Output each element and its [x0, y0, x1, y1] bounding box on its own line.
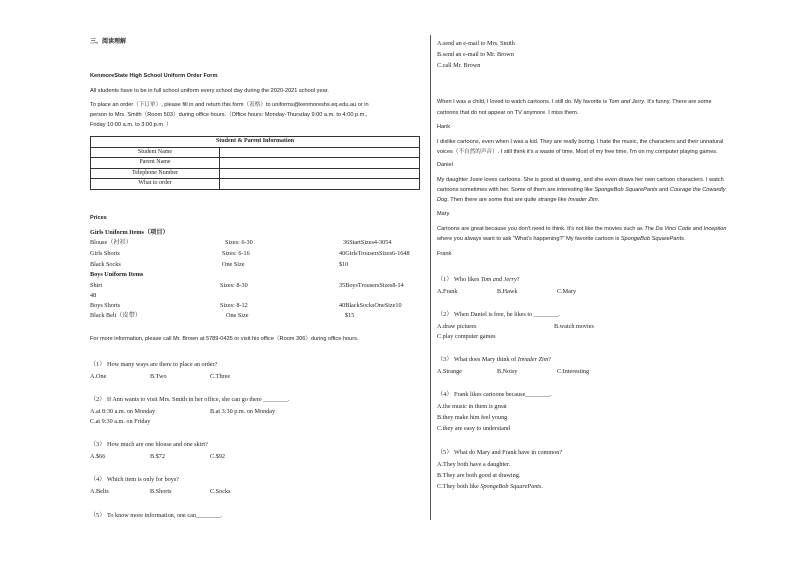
option[interactable]: C.play computer games — [437, 333, 496, 340]
girls-price: 36StartSizes4-3054 — [343, 239, 392, 246]
intro-line-1: All students have to be in full school uniform every school day during the 2020-2021 school year. — [90, 88, 329, 94]
girls-price: 40GirlsTrousersSizes6-1648 — [339, 250, 410, 257]
boys-item: Shirt — [90, 282, 103, 289]
option[interactable]: B.send an e-mail to Mr. Brown — [437, 51, 514, 58]
option[interactable]: C.Interesting — [557, 368, 590, 375]
table-header: Student & Parent Information — [91, 137, 420, 148]
question: （1） Who likes Tom and Jerry? — [437, 276, 520, 283]
boys-size: Sizes: 8-12 — [220, 302, 248, 309]
question: （2） If Ann wants to visit Mrs. Smith in her office, she can go there ________. — [90, 396, 290, 403]
option[interactable]: A.the music in them is great — [437, 403, 507, 410]
info-table — [90, 136, 420, 190]
table-cell-empty[interactable] — [220, 147, 420, 158]
girls-size: One Size — [222, 261, 245, 268]
option[interactable]: A.Strange — [437, 368, 462, 375]
question: （3） How much are one blouse and one skirt? — [90, 441, 208, 448]
question: （4） Frank likes cartoons because________. — [437, 391, 552, 398]
option[interactable]: A.send an e-mail to Mrs. Smith — [437, 40, 515, 47]
question: （5） What do Mary and Frank have in common? — [437, 449, 563, 456]
speaker-name: Frank — [437, 251, 452, 257]
question: （5） To know more information, one can________. — [90, 512, 223, 519]
boys-price: 35BoysTrousersSizes8-14 — [339, 282, 404, 289]
option[interactable]: B.watch movies — [554, 323, 594, 330]
option[interactable]: B.$72 — [150, 453, 165, 460]
girls-item: Blouse（衬衫） — [90, 239, 132, 246]
intro-line-2: To place an order（下订单）, please fill in and return this form（表格）to uniforms@kenmoreshs.eq.edu.au or in — [90, 102, 369, 108]
passage-line: I dislike cartoons, even when I was a kid. They are really boring. I hate the music, the characters and their unnatural — [437, 139, 724, 145]
speaker-name: Mary — [437, 211, 450, 217]
question: （1） How many ways are there to place an order? — [90, 361, 218, 368]
option[interactable]: C.Socks — [210, 488, 231, 495]
boys-item: Black Belt（皮带） — [90, 312, 142, 319]
boys-size: One Size — [226, 312, 249, 319]
intro-line-4: Friday 10:00 a.m. to 3:00 p.m. ） — [90, 122, 172, 128]
boys-heading: Boys Uniform Items — [90, 271, 144, 278]
table-cell-empty[interactable] — [220, 179, 420, 190]
option[interactable]: B.they make him feel young — [437, 414, 508, 421]
option[interactable]: C.at 9:30 a.m. on Friday — [90, 418, 151, 425]
more-info: For more information, please call Mr. Brown at 5789-0435 or visit his office（Room 306）during office hours. — [90, 336, 359, 342]
option[interactable]: C.$92 — [210, 453, 225, 460]
option[interactable]: A.at 8:30 a.m. on Monday — [90, 408, 156, 415]
option[interactable]: C.they are easy to understand — [437, 425, 511, 432]
table-row: What to order — [91, 179, 420, 190]
speaker-name: Hank — [437, 124, 451, 130]
girls-heading: Girls Uniform Items（项目） — [90, 229, 169, 236]
section-heading: 三、阅读理解 — [90, 39, 127, 45]
option[interactable]: A.Belts — [90, 488, 109, 495]
option[interactable]: B.at 3:30 p.m. on Monday — [210, 408, 276, 415]
boys-item: 48 — [90, 292, 97, 299]
option[interactable]: A.They both have a daughter. — [437, 461, 511, 468]
table-cell-empty[interactable] — [220, 168, 420, 179]
girls-size: Sizes: 6-30 — [225, 239, 253, 246]
form-title: KenmoreState High School Uniform Order Form — [90, 73, 218, 79]
option[interactable]: B.Hawk — [497, 288, 518, 295]
passage-line: Cartoons are great because you don't need to think. It's not like the movies such as The Da Vinci Code and Inception — [437, 226, 727, 232]
table-row: Student Name — [91, 147, 420, 158]
girls-size: Sizes: 6-16 — [222, 250, 250, 257]
passage-line: cartoons sometimes with her. Some of them are interesting like SpongeBob SquarePants and Courage the Cowardly — [437, 187, 726, 193]
question: （2） When Daniel is free, he likes to ________. — [437, 311, 561, 318]
prices-heading: Prices — [90, 215, 107, 221]
option[interactable]: A.Frank — [437, 288, 458, 295]
question: （4） Which item is only for boys? — [90, 476, 180, 483]
option[interactable]: C.They both like SpongeBob SquarePants. — [437, 483, 543, 490]
option[interactable]: C.Three — [210, 373, 231, 380]
boys-price: $15 — [345, 312, 355, 319]
girls-item: Girls Shorts — [90, 250, 120, 257]
option[interactable]: B.Two — [150, 373, 167, 380]
boys-item: Boys Shorts — [90, 302, 121, 309]
question: （3） What does Mary think of Invader Zim? — [437, 356, 551, 363]
boys-size: Sizes: 8-30 — [220, 282, 248, 289]
intro-line-3: person to Mrs. Smith（Room 503）during office hours.（Office hours: Monday-Thursday 9:00 a.m. to 4:00 p.m., — [90, 112, 368, 118]
option[interactable]: C.call Mr. Brown — [437, 62, 481, 69]
table-row: Telephone Number — [91, 168, 420, 179]
option[interactable]: C.Mary — [557, 288, 577, 295]
passage-line: Dog. Then there are some that are quite strange like Invader Zim. — [437, 197, 600, 203]
girls-item: Black Socks — [90, 261, 121, 268]
option[interactable]: A.draw pictures — [437, 323, 477, 330]
passage-line: where you always want to ask "What's happening?" My favorite cartoon is SpongeBob SquarePants. — [437, 236, 686, 242]
passage-line: When I was a child, I loved to watch cartoons. I still do. My favorite is Tom and Jerry. It's funny. There are some — [437, 99, 712, 105]
passage-line: voices（不自然的声音）. I still think it's a waste of time. Most of my free time, I'm on my computer playing games. — [437, 149, 718, 155]
table-cell-empty[interactable] — [220, 158, 420, 169]
option[interactable]: B.They are both good at drawing. — [437, 472, 521, 479]
passage-line: My daughter Josie loves cartoons. She is good at drawing, and she even draws her own cartoon characters. I watch — [437, 177, 724, 183]
boys-price: 40BlackSocksOneSize10 — [339, 302, 402, 309]
option[interactable]: A.$66 — [90, 453, 106, 460]
girls-price: $10 — [339, 261, 349, 268]
passage-line: cartoons that do not appear on TV anymore. I miss them. — [437, 110, 579, 116]
option[interactable]: B.Noisy — [497, 368, 518, 375]
option[interactable]: B.Shorts — [150, 488, 172, 495]
column-divider — [430, 35, 431, 520]
table-row: Parent Name — [91, 158, 420, 169]
speaker-name: Daniel — [437, 162, 453, 168]
option[interactable]: A.One — [90, 373, 107, 380]
